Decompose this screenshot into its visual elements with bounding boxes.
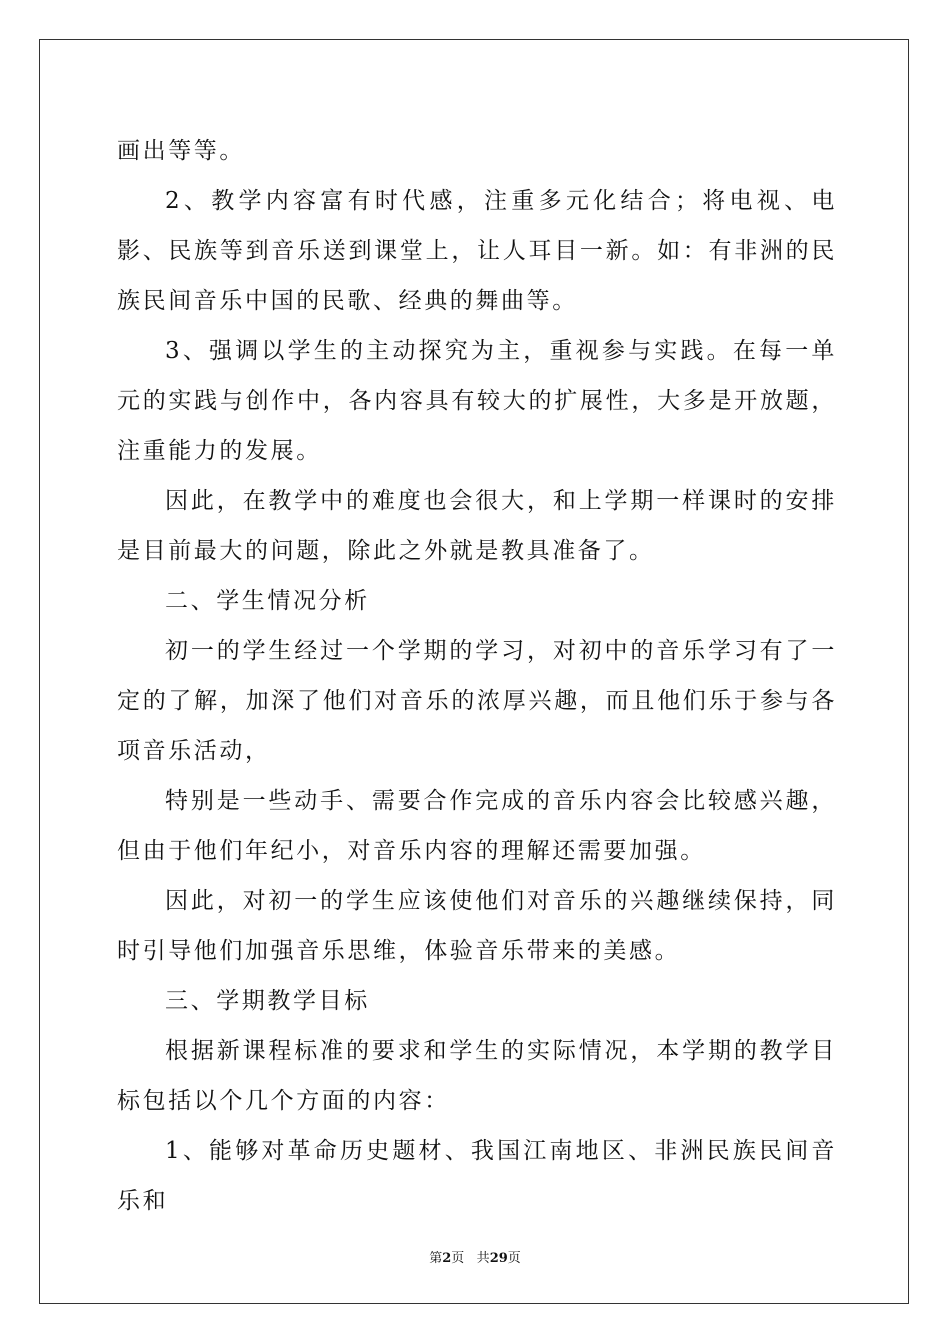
document-body [117, 126, 837, 1226]
total-pages-number: 29 [489, 1251, 508, 1266]
paragraph: 3、强调以学生的主动探究为主，重视参与实践。在每一单元的实践与创作中，各内容具有较大的扩展性，大多是开放题，注重能力的发展。 [117, 338, 837, 464]
footer-page-suffix: 页 [451, 1251, 465, 1266]
paragraph: 特别是一些动手、需要合作完成的音乐内容会比较感兴趣，但由于他们年纪小，对音乐内容的理解还需要加强。 [117, 788, 837, 864]
paragraph: 因此，在教学中的难度也会很大，和上学期一样课时的安排是目前最大的问题，除此之外就是教具准备了。 [117, 488, 837, 564]
paragraph: 画出等等。 [117, 138, 245, 164]
footer-total-suffix: 页 [507, 1251, 521, 1266]
section-heading: 二、学生情况分析 [165, 588, 370, 614]
footer-prefix: 第 [429, 1251, 443, 1266]
section-heading: 三、学期教学目标 [165, 988, 370, 1014]
paragraph: 2、教学内容富有时代感，注重多元化结合；将电视、电影、民族等到音乐送到课堂上，让人耳目一新。如：有非洲的民族民间音乐中国的民歌、经典的舞曲等。 [117, 188, 837, 314]
page-footer [0, 1247, 950, 1266]
paragraph: 1、能够对革命历史题材、我国江南地区、非洲民族民间音乐和 [117, 1138, 837, 1214]
footer-total-prefix: 共 [476, 1251, 490, 1266]
paragraph: 因此，对初一的学生应该使他们对音乐的兴趣继续保持，同时引导他们加强音乐思维，体验音乐带来的美感。 [117, 888, 837, 964]
current-page-number: 2 [442, 1251, 452, 1266]
paragraph: 根据新课程标准的要求和学生的实际情况，本学期的教学目标包括以个几个方面的内容： [117, 1038, 837, 1114]
paragraph: 初一的学生经过一个学期的学习，对初中的音乐学习有了一定的了解，加深了他们对音乐的浓厚兴趣，而且他们乐于参与各项音乐活动， [117, 638, 837, 764]
